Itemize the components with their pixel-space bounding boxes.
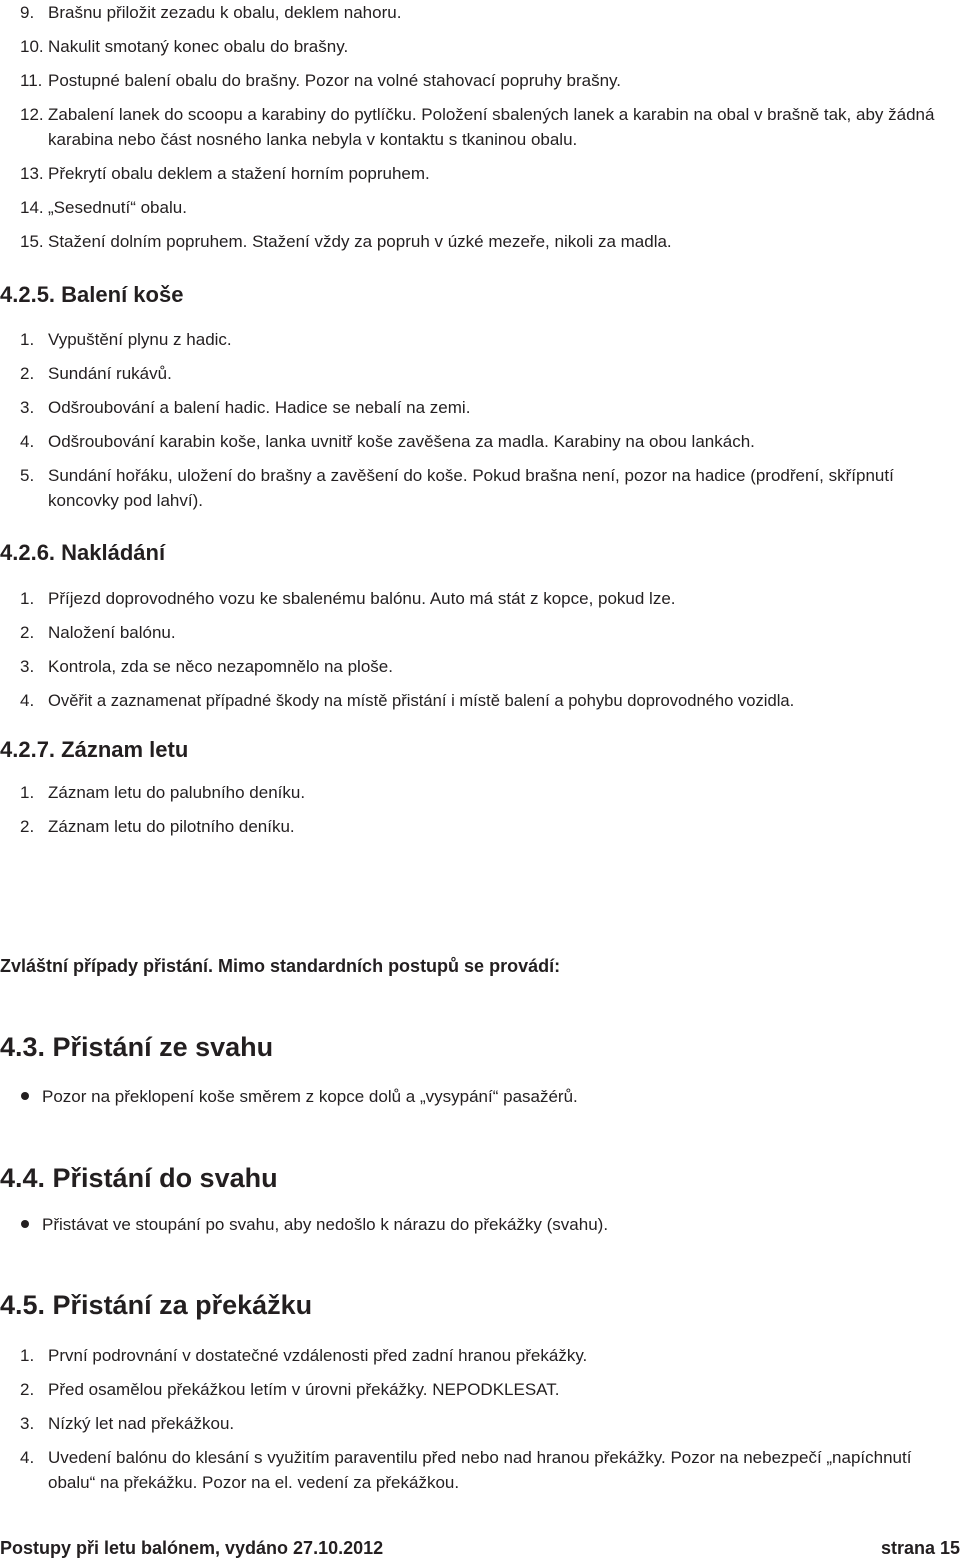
list-item [0, 229, 960, 254]
item-text: Záznam letu do pilotního deníku. [48, 817, 295, 836]
list-item [0, 1411, 960, 1436]
item-text: Naložení balónu. [48, 623, 176, 642]
item-number: 2. [20, 623, 35, 642]
section-heading-426: 4.2.6. Nakládání [0, 540, 166, 565]
section-list-426 [0, 586, 960, 722]
section-heading-43: 4.3. Přistání ze svahu [0, 1032, 274, 1062]
item-number: 2. [20, 364, 35, 383]
list-item [0, 654, 960, 679]
bullet-text: Pozor na překlopení koše směrem z kopce dolů a „vysypání“ pasažérů. [42, 1087, 578, 1106]
item-text: Brašnu přiložit zezadu k obalu, deklem nahoru. [48, 3, 402, 22]
list-item [0, 1377, 960, 1402]
item-text: Postupné balení obalu do brašny. Pozor na volné stahovací popruhy brašny. [48, 71, 622, 90]
item-text: Uvedení balónu do klesání s využitím paraventilu před nebo nad hranou překážky. Pozor na nebezpečí „napíchnutí obalu“ na překážku. Pozor na el. vedení za překážkou. [48, 1448, 912, 1492]
footer-document-title: Postupy při letu balónem, vydáno 27.10.2012 [0, 1538, 384, 1558]
item-number: 12. [20, 105, 44, 124]
item-text: Ověřit a zaznamenat případné škody na místě přistání i místě balení a pohybu doprovodného vozidla. [48, 691, 795, 710]
bullet-dot-icon [21, 1092, 29, 1100]
item-text: První podrovnání v dostatečné vzdálenosti před zadní hranou překážky. [48, 1346, 588, 1365]
bullet-item [0, 1084, 960, 1109]
section-heading-44: 4.4. Přistání do svahu [0, 1163, 278, 1193]
section-heading-427: 4.2.7. Záznam letu [0, 737, 189, 762]
bullet-text: Přistávat ve stoupání po svahu, aby nedošlo k nárazu do překážky (svahu). [42, 1215, 609, 1234]
list-item [0, 395, 960, 420]
item-text: Odšroubování a balení hadic. Hadice se nebalí na zemi. [48, 398, 471, 417]
special-landings-note: Zvláštní případy přistání. Mimo standardních postupů se provádí: [0, 956, 561, 976]
item-text: Příjezd doprovodného vozu ke sbalenému balónu. Auto má stát z kopce, pokud lze. [48, 589, 676, 608]
item-number: 9. [20, 3, 35, 22]
item-text: Vypuštění plynu z hadic. [48, 330, 232, 349]
item-number: 15. [20, 232, 44, 251]
item-text: Nakulit smotaný konec obalu do brašny. [48, 37, 349, 56]
item-number: 3. [20, 398, 35, 417]
item-number: 4. [20, 432, 35, 451]
item-number: 4. [20, 1448, 35, 1467]
item-text: „Sesednutí“ obalu. [48, 198, 187, 217]
item-number: 14. [20, 198, 44, 217]
list-item [0, 0, 960, 25]
item-number: 2. [20, 817, 35, 836]
section-heading-45: 4.5. Přistání za překážku [0, 1290, 313, 1320]
item-number: 3. [20, 1414, 35, 1433]
section-bullets-43 [0, 1084, 960, 1109]
list-item [0, 1445, 960, 1495]
item-number: 1. [20, 1346, 35, 1365]
list-item [0, 1343, 960, 1368]
list-item [0, 463, 960, 513]
section-heading-425: 4.2.5. Balení koše [0, 282, 184, 307]
item-number: 1. [20, 330, 35, 349]
list-item [0, 586, 960, 611]
section-list-425 [0, 327, 960, 522]
item-number: 10. [20, 37, 44, 56]
list-item [0, 195, 960, 220]
section-bullets-44 [0, 1212, 960, 1237]
list-item [0, 327, 960, 352]
list-item [0, 429, 960, 454]
list-item [0, 688, 960, 713]
item-number: 1. [20, 783, 35, 802]
procedure-list-continued [0, 0, 960, 263]
list-item [0, 620, 960, 645]
footer-page-number: strana 15 [880, 1538, 960, 1558]
list-item [0, 34, 960, 59]
item-number: 5. [20, 466, 35, 485]
list-item [0, 780, 960, 805]
item-text: Odšroubování karabin koše, lanka uvnitř koše zavěšena za madla. Karabiny na obou lankách. [48, 432, 755, 451]
item-number: 11. [20, 71, 43, 90]
item-text: Nízký let nad překážkou. [48, 1414, 235, 1433]
item-number: 4. [20, 691, 35, 710]
section-list-45 [0, 1343, 960, 1504]
item-text: Kontrola, zda se něco nezapomnělo na ploše. [48, 657, 393, 676]
item-text: Zabalení lanek do scoopu a karabiny do pytlíčku. Položení sbalených lanek a karabin na obal v brašně tak, aby žádná karabina nebo část nosného lanka nebyla v kontaktu s tkaninou obalu. [48, 105, 935, 149]
item-text: Sundání rukávů. [48, 364, 172, 383]
item-text: Překrytí obalu deklem a stažení horním popruhem. [48, 164, 430, 183]
item-number: 13. [20, 164, 44, 183]
list-item [0, 68, 960, 93]
list-item [0, 161, 960, 186]
list-item [0, 361, 960, 386]
item-text: Sundání hořáku, uložení do brašny a zavěšení do koše. Pokud brašna není, pozor na hadice (prodření, skřípnutí koncovky pod lahví). [48, 466, 894, 510]
item-text: Záznam letu do palubního deníku. [48, 783, 306, 802]
list-item [0, 814, 960, 839]
item-number: 3. [20, 657, 35, 676]
item-number: 2. [20, 1380, 35, 1399]
section-list-427 [0, 780, 960, 848]
page-footer [0, 1536, 960, 1560]
item-text: Před osamělou překážkou letím v úrovni překážky. NEPODKLESAT. [48, 1380, 560, 1399]
item-number: 1. [20, 589, 35, 608]
bullet-dot-icon [21, 1220, 29, 1228]
list-item [0, 102, 960, 152]
bullet-item [0, 1212, 960, 1237]
item-text: Stažení dolním popruhem. Stažení vždy za popruh v úzké mezeře, nikoli za madla. [48, 232, 672, 251]
